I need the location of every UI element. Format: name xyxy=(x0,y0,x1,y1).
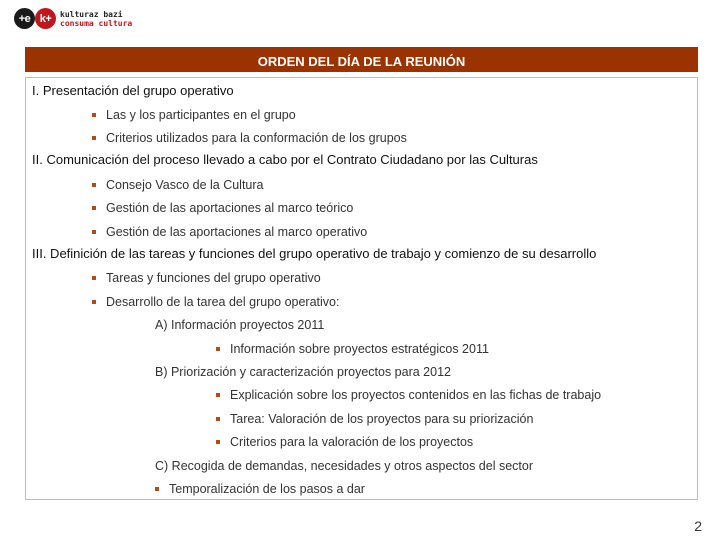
bullet-icon xyxy=(216,417,220,421)
agenda-section: I. Presentación del grupo operativo xyxy=(32,83,234,98)
agenda-item-text: Tareas y funciones del grupo operativo xyxy=(106,271,321,285)
agenda-item-text: Información sobre proyectos estratégicos 2011 xyxy=(230,342,489,356)
agenda-item xyxy=(92,294,339,310)
agenda-item-text: Gestión de las aportaciones al marco operativo xyxy=(106,225,368,239)
logo-text-line1: kulturaz bazi xyxy=(60,10,123,19)
agenda-item xyxy=(216,387,601,403)
agenda-item-text: Explicación sobre los proyectos contenidos en las fichas de trabajo xyxy=(230,388,602,402)
bullet-icon xyxy=(216,347,220,351)
agenda-item xyxy=(92,270,321,286)
agenda-item-text: Gestión de las aportaciones al marco teórico xyxy=(106,201,354,215)
bullet-icon xyxy=(92,276,96,280)
agenda-title: ORDEN DEL DÍA DE LA REUNIÓN xyxy=(25,47,698,72)
logo-circle-plus-e: +e xyxy=(14,8,35,29)
bullet-icon xyxy=(92,300,96,304)
agenda-item xyxy=(92,200,353,216)
agenda-item xyxy=(155,481,365,497)
agenda-item xyxy=(216,411,533,427)
agenda-section: II. Comunicación del proceso llevado a cabo por el Contrato Ciudadano por las Culturas xyxy=(32,152,538,167)
bullet-icon xyxy=(216,440,220,444)
agenda-item-text: Criterios para la valoración de los proyectos xyxy=(230,435,474,449)
agenda-item-text: Las y los participantes en el grupo xyxy=(106,108,296,122)
bullet-icon xyxy=(92,183,96,187)
agenda-item-text: Desarrollo de la tarea del grupo operativo: xyxy=(106,295,340,309)
agenda-box xyxy=(25,77,698,500)
agenda-item xyxy=(92,107,296,123)
logo-text xyxy=(60,10,132,28)
agenda-item-text: Criterios utilizados para la conformación de los grupos xyxy=(106,131,407,145)
bullet-icon xyxy=(92,206,96,210)
agenda-item-text: Temporalización de los pasos a dar xyxy=(169,482,365,496)
agenda-item-text: Consejo Vasco de la Cultura xyxy=(106,178,264,192)
agenda-item xyxy=(216,341,489,357)
logo-circle-k-plus: k+ xyxy=(35,8,56,29)
bullet-icon xyxy=(155,487,159,491)
bullet-icon xyxy=(92,113,96,117)
logo-text-line2: consuma cultura xyxy=(60,19,133,28)
agenda-subsection: B) Priorización y caracterización proyectos para 2012 xyxy=(155,365,451,379)
agenda-item xyxy=(92,130,407,146)
bullet-icon xyxy=(92,230,96,234)
agenda-item xyxy=(216,434,473,450)
page-number: 2 xyxy=(694,518,702,534)
bullet-icon xyxy=(216,393,220,397)
agenda-subsection: A) Información proyectos 2011 xyxy=(155,318,325,332)
agenda-section: III. Definición de las tareas y funciones del grupo operativo de trabajo y comienzo de su desarrollo xyxy=(32,246,597,261)
agenda-subsection: C) Recogida de demandas, necesidades y otros aspectos del sector xyxy=(155,459,533,473)
agenda-item-text: Tarea: Valoración de los proyectos para su priorización xyxy=(230,412,534,426)
bullet-icon xyxy=(92,136,96,140)
agenda-item xyxy=(92,224,367,240)
agenda-item xyxy=(92,177,264,193)
